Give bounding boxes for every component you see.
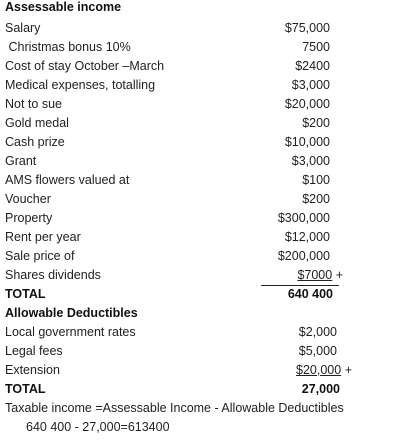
income-item-row [5, 152, 405, 171]
income-item-label: Medical expenses, totalling [5, 78, 156, 92]
income-item-row [5, 19, 405, 38]
income-item-label: AMS flowers valued at [5, 173, 130, 187]
deductible-item-label: Extension [5, 363, 60, 377]
income-item-label: Sale price of [5, 249, 75, 263]
deductible-item-amount [296, 361, 352, 380]
income-item-amount [292, 152, 330, 171]
deductible-item-plus-sign: + [341, 363, 352, 377]
income-item-amount [302, 171, 330, 190]
income-item-amount-value: $200,000 [277, 249, 330, 263]
income-item-amount-value: $300,000 [277, 211, 330, 225]
income-item-amount-value: $7000 [297, 268, 333, 282]
income-item-label: Shares dividends [5, 268, 101, 282]
deductible-item-row [5, 342, 405, 361]
income-item-amount-value: $100 [302, 173, 330, 187]
deductible-item-row [5, 361, 405, 380]
income-item-row [5, 228, 405, 247]
income-item-row [5, 76, 405, 95]
income-item-amount [302, 38, 330, 57]
assessable-income-heading: Assessable income [5, 0, 122, 14]
income-item-label: Christmas bonus 10% [5, 40, 131, 54]
deductible-item-amount [299, 323, 337, 342]
income-item-amount [278, 209, 330, 228]
assessable-total-value: 640 400 [287, 287, 333, 301]
income-item-amount [295, 57, 330, 76]
income-item-amount [302, 114, 330, 133]
deductible-item-label: Local government rates [5, 325, 136, 339]
income-item-amount [285, 133, 330, 152]
income-item-label: Gold medal [5, 116, 69, 130]
deductible-item-amount-value: $20,000 [296, 363, 342, 377]
deductible-item-label: Legal fees [5, 344, 63, 358]
income-item-row [5, 247, 405, 266]
allowable-deductibles-heading: Allowable Deductibles [5, 306, 138, 320]
deductibles-total-row [5, 380, 405, 399]
income-item-row [5, 114, 405, 133]
income-item-row [5, 57, 405, 76]
income-item-amount-value: $200 [302, 116, 330, 130]
assessable-total-row [5, 285, 405, 304]
income-item-row [5, 266, 405, 285]
income-item-amount [285, 95, 330, 114]
income-item-amount-value: $2400 [295, 59, 330, 73]
income-item-amount-value: $3,000 [291, 78, 330, 92]
income-item-label: Grant [5, 154, 37, 168]
deductible-item-amount-value: $2,000 [298, 325, 337, 339]
deductibles-total-value: 27,000 [301, 382, 340, 396]
income-item-amount [292, 76, 330, 95]
income-item-plus-sign: + [332, 268, 343, 282]
deductible-item-amount [299, 342, 337, 361]
income-item-label: Property [5, 211, 53, 225]
income-item-row [5, 190, 405, 209]
income-item-amount-value: $10,000 [284, 135, 330, 149]
taxable-income-result: 640 400 - 27,000=613400 [26, 420, 170, 434]
taxable-income-formula: Taxable income =Assessable Income - Allowable Deductibles [5, 401, 344, 415]
income-item-amount [285, 19, 330, 38]
income-item-amount-value: $75,000 [284, 21, 330, 35]
income-item-amount-value: $3,000 [291, 154, 330, 168]
income-item-amount [285, 228, 330, 247]
income-item-label: Rent per year [5, 230, 81, 244]
income-item-row [5, 209, 405, 228]
deductibles-total-label: TOTAL [5, 382, 46, 396]
deductible-item-row [5, 323, 405, 342]
income-item-label: Salary [5, 21, 41, 35]
income-item-amount-value: $12,000 [284, 230, 330, 244]
deductible-item-amount-value: $5,000 [298, 344, 337, 358]
income-item-label: Not to sue [5, 97, 62, 111]
income-item-amount [297, 266, 343, 285]
income-item-amount [302, 190, 330, 209]
income-item-amount-value: $20,000 [284, 97, 330, 111]
income-item-amount-value: $200 [302, 192, 330, 206]
income-item-amount [278, 247, 330, 266]
income-item-row [5, 171, 405, 190]
income-item-label: Cost of stay October –March [5, 59, 165, 73]
income-item-label: Voucher [5, 192, 51, 206]
income-item-row [5, 38, 405, 57]
income-item-row [5, 95, 405, 114]
income-item-amount-value: 7500 [302, 40, 330, 54]
assessable-total-label: TOTAL [5, 287, 46, 301]
income-item-row [5, 133, 405, 152]
income-item-label: Cash prize [5, 135, 65, 149]
